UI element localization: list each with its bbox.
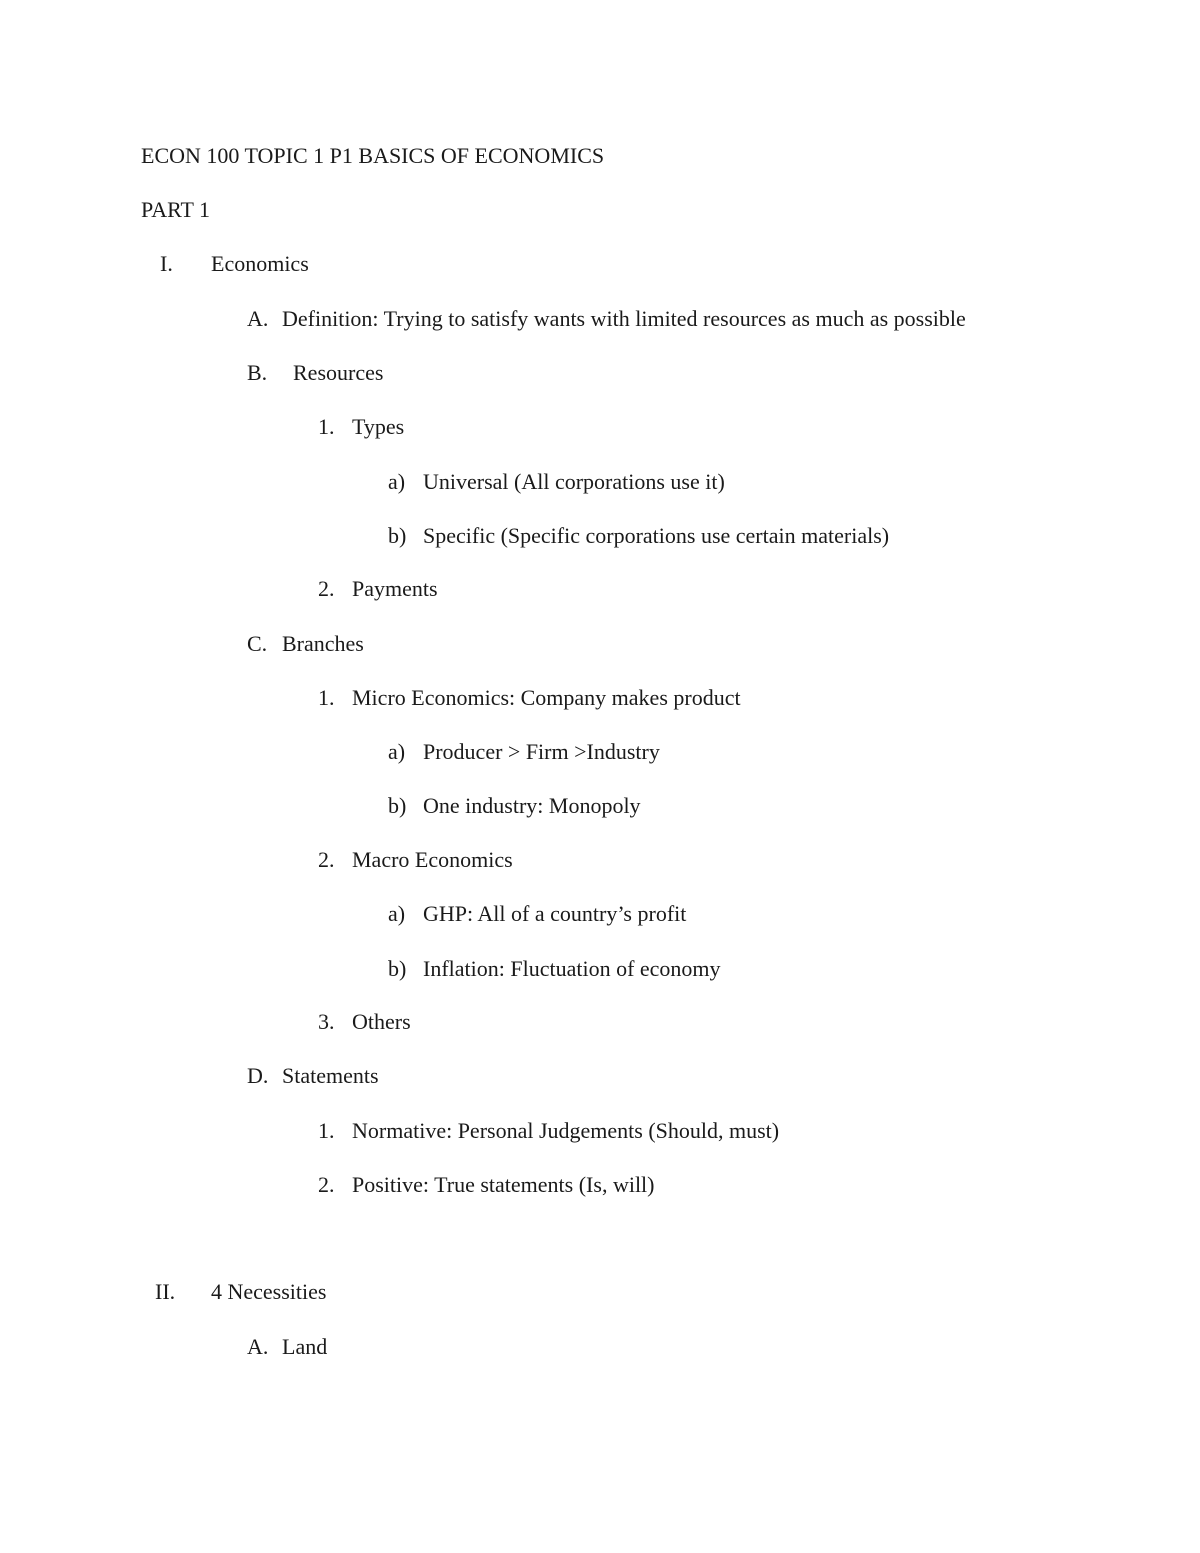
- outline-item-types: Types: [352, 414, 405, 439]
- outline-marker: 2.: [318, 576, 335, 601]
- outline-marker: a): [388, 469, 406, 494]
- outline-item-others: Others: [352, 1009, 411, 1034]
- outline-marker: 1.: [318, 1118, 335, 1143]
- outline-item-inflation: Inflation: Fluctuation of economy: [423, 956, 721, 981]
- outline-item-producer: Producer > Firm >Industry: [423, 739, 660, 764]
- outline-marker: 2.: [318, 847, 335, 872]
- outline-item-necessities: 4 Necessities: [211, 1279, 327, 1304]
- outline-item-positive: Positive: True statements (Is, will): [352, 1172, 655, 1197]
- outline-marker: 1.: [318, 414, 335, 439]
- outline-item-payments: Payments: [352, 576, 438, 601]
- outline-marker: I.: [160, 251, 173, 276]
- outline-marker: 1.: [318, 685, 335, 710]
- outline-item-specific: Specific (Specific corporations use certain materials): [423, 523, 890, 548]
- outline-item-definition: Definition: Trying to satisfy wants with limited resources as much as possible: [282, 306, 966, 331]
- outline-item-monopoly: One industry: Monopoly: [423, 793, 641, 818]
- outline-marker: A.: [247, 306, 269, 331]
- outline-item-ghp: GHP: All of a country’s profit: [423, 901, 687, 926]
- part-heading: PART 1: [141, 197, 210, 222]
- outline-marker: II.: [155, 1279, 176, 1304]
- document-title: ECON 100 TOPIC 1 P1 BASICS OF ECONOMICS: [141, 143, 605, 168]
- outline-marker: b): [388, 523, 407, 548]
- outline-marker: a): [388, 901, 406, 926]
- outline-marker: B.: [247, 360, 268, 385]
- outline-item-branches: Branches: [282, 631, 364, 656]
- outline-marker: 2.: [318, 1172, 335, 1197]
- outline-item-statements: Statements: [282, 1063, 379, 1088]
- outline-item-universal: Universal (All corporations use it): [423, 469, 725, 494]
- outline-marker: b): [388, 793, 407, 818]
- outline-item-economics: Economics: [211, 251, 309, 276]
- outline-marker: a): [388, 739, 406, 764]
- outline-marker: C.: [247, 631, 268, 656]
- outline-item-land: Land: [282, 1334, 328, 1359]
- outline-item-normative: Normative: Personal Judgements (Should, must): [352, 1118, 780, 1143]
- outline-marker: 3.: [318, 1009, 335, 1034]
- outline-item-micro-economics: Micro Economics: Company makes product: [352, 685, 741, 710]
- outline-marker: A.: [247, 1334, 269, 1359]
- outline-marker: b): [388, 956, 407, 981]
- outline-marker: D.: [247, 1063, 269, 1088]
- outline-item-macro-economics: Macro Economics: [352, 847, 513, 872]
- outline-item-resources: Resources: [293, 360, 384, 385]
